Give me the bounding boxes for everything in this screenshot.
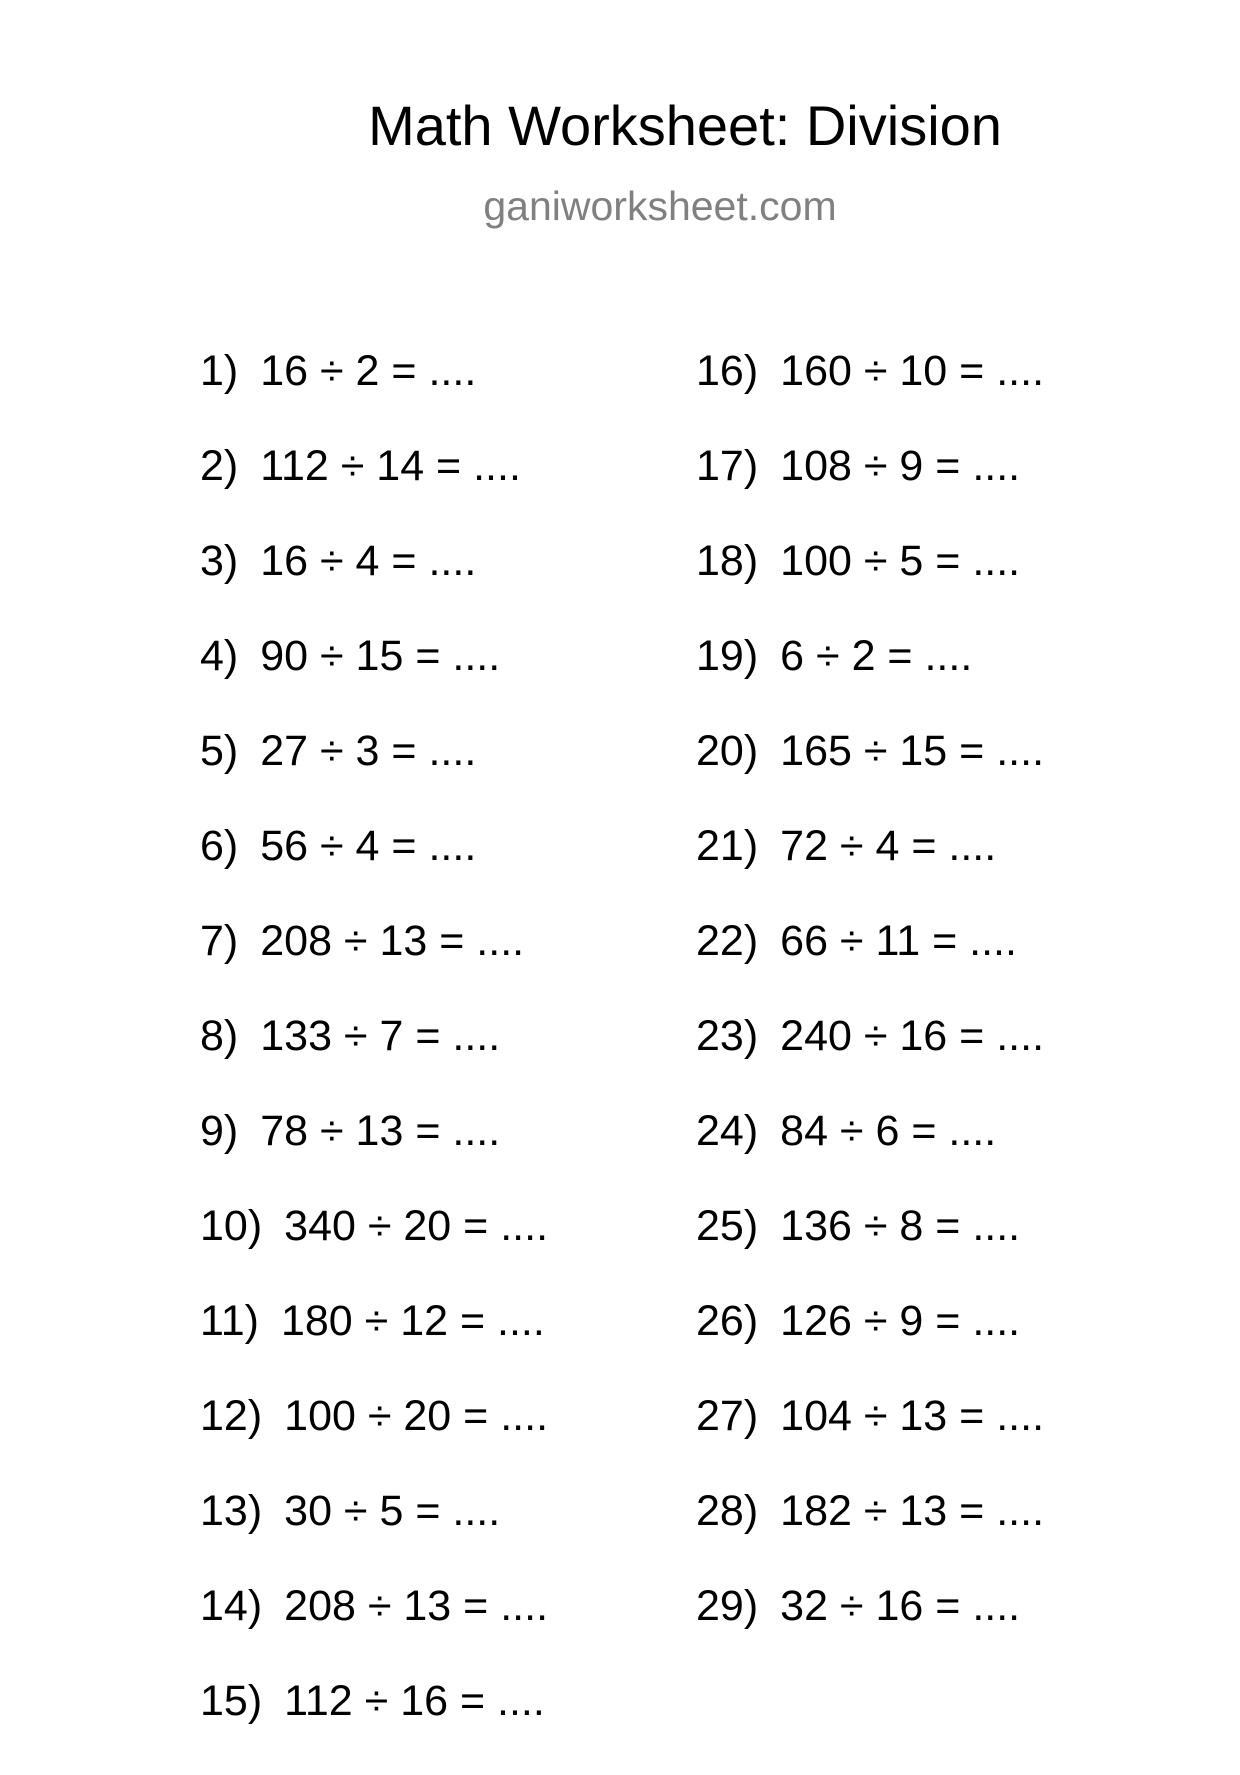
problem-number: 6) [200, 822, 239, 870]
problem-item [696, 1297, 1044, 1395]
problem-expression: 340 ÷ 20 = .... [284, 1202, 549, 1250]
problem-item [200, 442, 548, 540]
problem-number: 14) [200, 1582, 263, 1630]
problem-number: 8) [200, 1012, 239, 1060]
problem-item [200, 537, 548, 635]
page-title: Math Worksheet: Division [368, 94, 1002, 157]
problem-number: 25) [696, 1202, 759, 1250]
problem-expression: 182 ÷ 13 = .... [780, 1487, 1045, 1535]
problem-number: 12) [200, 1392, 263, 1440]
problem-number: 26) [696, 1297, 759, 1345]
problem-item [696, 1392, 1045, 1490]
problem-item [696, 1012, 1045, 1110]
problem-number: 29) [696, 1582, 759, 1630]
problem-item [200, 1012, 548, 1110]
problem-item [200, 1107, 548, 1205]
problem-expression: 165 ÷ 15 = .... [780, 727, 1045, 775]
problem-number: 2) [200, 442, 239, 490]
problem-item [200, 1297, 548, 1395]
problem-item [200, 917, 548, 1015]
problem-expression: 72 ÷ 4 = .... [780, 822, 997, 870]
problem-item [200, 632, 548, 730]
problem-expression: 90 ÷ 15 = .... [260, 632, 501, 680]
problem-item [200, 1202, 549, 1300]
problem-column-right [696, 347, 1045, 1680]
problem-item [696, 1582, 1044, 1680]
problem-expression: 126 ÷ 9 = .... [780, 1297, 1021, 1345]
problem-column-left [200, 347, 549, 1775]
problem-number: 7) [200, 917, 239, 965]
problem-item [200, 727, 548, 825]
problem-item [200, 347, 548, 445]
problem-number: 9) [200, 1107, 239, 1155]
problem-item [696, 537, 1044, 635]
problem-expression: 6 ÷ 2 = .... [780, 632, 973, 680]
problem-expression: 160 ÷ 10 = .... [780, 347, 1045, 395]
problem-expression: 208 ÷ 13 = .... [260, 917, 525, 965]
problem-expression: 16 ÷ 2 = .... [260, 347, 477, 395]
problem-number: 24) [696, 1107, 759, 1155]
problem-item [696, 442, 1044, 540]
problem-number: 3) [200, 537, 239, 585]
problem-expression: 208 ÷ 13 = .... [284, 1582, 549, 1630]
problem-number: 17) [696, 442, 759, 490]
problem-expression: 30 ÷ 5 = .... [284, 1487, 501, 1535]
problem-item [200, 1392, 549, 1490]
problem-number: 19) [696, 632, 759, 680]
problem-number: 16) [696, 347, 759, 395]
problem-number: 4) [200, 632, 239, 680]
problem-item [696, 1487, 1045, 1585]
problem-item [696, 727, 1045, 825]
problem-number: 10) [200, 1202, 263, 1250]
problem-expression: 32 ÷ 16 = .... [780, 1582, 1021, 1630]
problem-number: 11) [200, 1297, 259, 1345]
problem-item [696, 1107, 1044, 1205]
problem-expression: 16 ÷ 4 = .... [260, 537, 477, 585]
problem-expression: 56 ÷ 4 = .... [260, 822, 477, 870]
problem-number: 5) [200, 727, 239, 775]
problem-expression: 100 ÷ 20 = .... [284, 1392, 549, 1440]
problem-number: 13) [200, 1487, 263, 1535]
problem-number: 23) [696, 1012, 759, 1060]
problem-number: 15) [200, 1677, 263, 1725]
problem-expression: 136 ÷ 8 = .... [780, 1202, 1021, 1250]
problem-number: 22) [696, 917, 759, 965]
problem-item [696, 347, 1045, 445]
problem-item [200, 822, 548, 920]
problem-expression: 112 ÷ 14 = .... [260, 442, 521, 490]
site-name: ganiworksheet.com [483, 183, 837, 229]
problem-expression: 240 ÷ 16 = .... [780, 1012, 1045, 1060]
problem-number: 20) [696, 727, 759, 775]
problem-expression: 66 ÷ 11 = .... [780, 917, 1017, 965]
problem-number: 27) [696, 1392, 759, 1440]
problem-expression: 84 ÷ 6 = .... [780, 1107, 997, 1155]
problem-item [696, 632, 1044, 730]
problem-expression: 112 ÷ 16 = .... [284, 1677, 545, 1725]
problem-expression: 108 ÷ 9 = .... [780, 442, 1021, 490]
problem-item [200, 1677, 548, 1775]
problem-number: 1) [200, 347, 239, 395]
problem-number: 21) [696, 822, 759, 870]
problem-expression: 78 ÷ 13 = .... [260, 1107, 501, 1155]
problem-expression: 27 ÷ 3 = .... [260, 727, 477, 775]
problem-item [200, 1582, 549, 1680]
problem-expression: 133 ÷ 7 = .... [260, 1012, 501, 1060]
problem-expression: 180 ÷ 12 = .... [280, 1297, 545, 1345]
problem-expression: 100 ÷ 5 = .... [780, 537, 1021, 585]
problem-item [696, 822, 1044, 920]
problem-number: 18) [696, 537, 759, 585]
problem-item [696, 917, 1044, 1015]
problem-item [200, 1487, 548, 1585]
problem-expression: 104 ÷ 13 = .... [780, 1392, 1045, 1440]
problem-item [696, 1202, 1044, 1300]
problem-number: 28) [696, 1487, 759, 1535]
